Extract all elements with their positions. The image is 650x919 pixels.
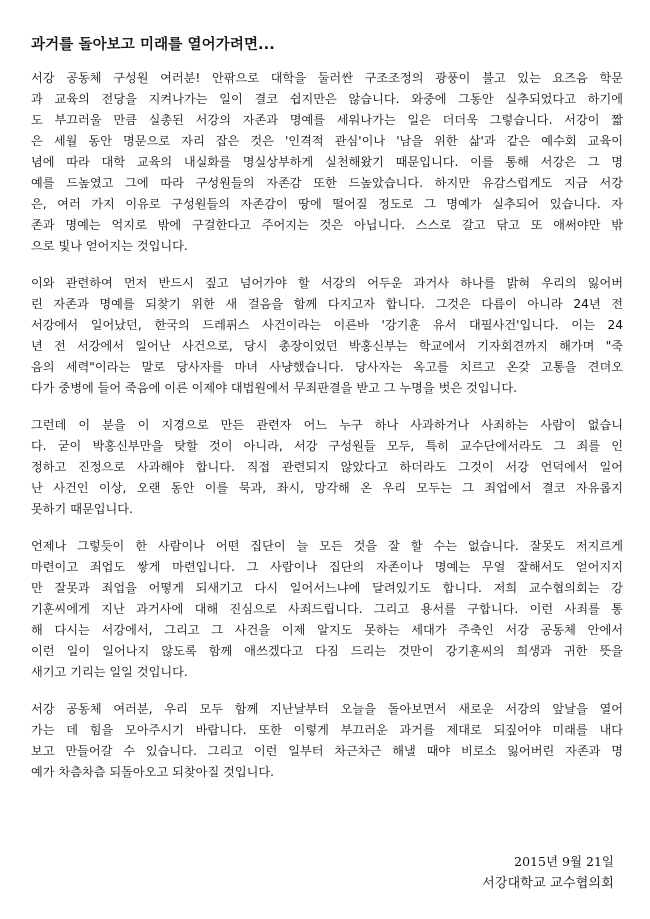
text-line: 은, 여러 가지 이유로 구성원들의 자존감이 땅에 떨어질 정도로 그 명예가 실추되어 있습니다. 자: [31, 197, 623, 211]
text-line: 못하기 때문입니다.: [31, 502, 133, 516]
text-line: 이런 일이 일어나지 않도록 함께 애쓰겠다고 다짐 드리는 것만이 강기훈씨의 희생과 귀한 뜻을: [31, 644, 623, 658]
text-line: 존과 명예는 억지로 밖에 구걸한다고 주어지는 것은 아닙니다. 스스로 갈고 닦고 또 애써야만 밖: [31, 218, 623, 232]
text-line: 서강 공동체 여러분, 우리 모두 함께 지난날부터 오늘을 돌아보면서 새로운 서강의 앞날을 열어: [31, 702, 623, 716]
document-body: [31, 68, 623, 799]
text-line: 기훈씨에게 지난 과거사에 대해 진심으로 사죄드립니다. 그리고 용서를 구합니다. 이런 사죄를 통: [31, 602, 623, 616]
signature-block: [482, 851, 614, 895]
signature-organization: 서강대학교 교수협의회: [482, 876, 614, 891]
text-line: 은 세월 동안 명문으로 자리 잡은 것은 '인격적 관심'이나 '남을 위한 삶'과 같은 예수회 교육이: [31, 134, 623, 148]
text-line: 다. 굳이 박홍신부만을 탓할 것이 아니라, 서강 구성원들 모두, 특히 교수단에서라도 그 죄를 인: [31, 439, 623, 453]
text-line: 새기고 기리는 일일 것입니다.: [31, 665, 188, 679]
text-line: 년 전 서강에서 일어난 사건으로, 당시 총장이었던 박홍신부는 학교에서 기자회견까지 해가며 "죽: [31, 339, 623, 353]
text-line: 도 부끄러울 만큼 실총된 서강의 자존과 명예를 세워나가는 일은 더더욱 그렇습니다. 서강이 짧: [31, 113, 623, 127]
paragraph-2: [31, 273, 623, 399]
text-line: 서강 공동체 구성원 여러분! 안팎으로 대학을 둘러싼 구조조정의 광풍이 불고 있는 요즈음 학문: [31, 71, 623, 85]
text-line: 음의 세력"이라는 말로 당사자를 마녀 사냥했습니다. 당사자는 옥고를 치르고 온갖 고통을 견뎌오: [31, 360, 623, 374]
text-line: 예가 차츰차츰 되돌아오고 되찾아질 것입니다.: [31, 765, 275, 779]
document-title: 과거를 돌아보고 미래를 열어가려면...: [31, 37, 275, 53]
text-line: 다가 중병에 들어 죽음에 이른 이제야 대법원에서 무죄판결을 받고 그 누명을 벗은 것입니다.: [31, 381, 517, 395]
text-line: 보고 만들어갈 수 있습니다. 그리고 이런 일부터 차근차근 해낼 때야 비로소 잃어버린 자존과 명: [31, 744, 623, 758]
text-line: 해 다시는 서강에서, 그리고 그 사건을 이제 알지도 못하는 세대가 주축인 서강 공동체 안에서: [31, 623, 623, 637]
text-line: 만 잘못과 죄업을 어떻게 되새기고 다시 일어서느냐에 달려있기도 합니다. 저희 교수협의회는 강: [31, 581, 623, 595]
text-line: 난 사건인 이상, 오랜 동안 이를 묵과, 좌시, 망각해 온 우리 모두는 그 죄업에서 결코 자유롭지: [31, 481, 623, 495]
paragraph-3: [31, 415, 623, 520]
paragraph-1: [31, 68, 623, 257]
text-line: 념에 따라 대학 교육의 내실화를 명실상부하게 실천해왔기 때문입니다. 이를 통해 서강은 그 명: [31, 155, 623, 169]
text-line: 마련이고 죄업도 쌓게 마련입니다. 그 사람이나 집단의 자존이나 명예는 무얼 잘해서도 얻어지지: [31, 560, 623, 574]
text-line: 린 자존과 명예를 되찾기 위한 새 걸음을 함께 다지고자 합니다. 그것은 다름이 아니라 24년 전: [31, 297, 623, 311]
text-line: 이와 관련하여 먼저 반드시 짚고 넘어가야 할 서강의 어두운 과거사 하나를 밝혀 우리의 잃어버: [31, 276, 623, 290]
text-line: 서강에서 일어났던, 한국의 드레퓌스 사건이라는 이른바 '강기훈 유서 대필사건'입니다. 이는 24: [31, 318, 623, 332]
text-line: 과 교육의 전당을 지켜나가는 일이 결코 쉽지만은 않습니다. 와중에 그동안 실추되었다고 하기에: [31, 92, 623, 106]
text-line: 그런데 이 분을 이 지경으로 만든 관련자 어느 누구 하나 사과하거나 사죄하는 사람이 없습니: [31, 418, 623, 432]
text-line: 언제나 그렇듯이 한 사람이나 어떤 집단이 늘 모든 것을 잘 할 수는 없습니다. 잘못도 저지르게: [31, 539, 623, 553]
text-line: 가는 데 힘을 모아주시기 바랍니다. 또한 이렇게 부끄러운 과거를 제대로 되짚어야 미래를 내다: [31, 723, 623, 737]
text-line: 예를 드높였고 그에 따라 구성원들의 자존감 또한 드높았습니다. 하지만 유감스럽게도 지금 서강: [31, 176, 623, 190]
signature-date: 2015년 9월 21일: [514, 854, 614, 869]
paragraph-4: [31, 536, 623, 683]
paragraph-5: [31, 699, 623, 783]
text-line: 정하고 진정으로 사과해야 합니다. 직접 관련되지 않았다고 하더라도 그것이 서강 언덕에서 일어: [31, 460, 623, 474]
text-line: 으로 빛나 얻어지는 것입니다.: [31, 239, 188, 253]
